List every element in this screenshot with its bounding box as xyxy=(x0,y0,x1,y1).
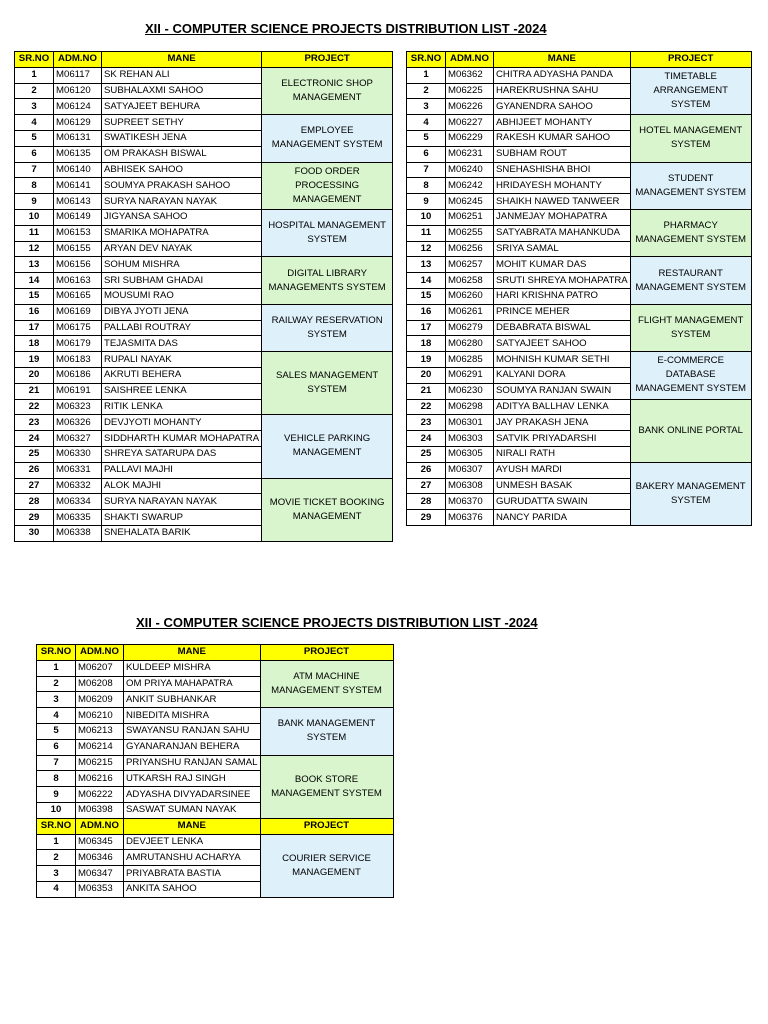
student-name-cell: GYANENDRA SAHOO xyxy=(494,99,631,115)
sr-no-cell: 24 xyxy=(407,431,446,447)
adm-no-cell: M06117 xyxy=(54,67,102,83)
student-name-cell: HAREKRUSHNA SAHU xyxy=(494,83,631,99)
sr-no-cell: 28 xyxy=(15,494,54,510)
adm-no-cell: M06242 xyxy=(446,178,494,194)
project-cell: TIMETABLE ARRANGEMENT SYSTEM xyxy=(630,67,751,114)
section-title: XII - COMPUTER SCIENCE PROJECTS DISTRIBUTION LIST -2024 xyxy=(136,615,538,630)
adm-no-cell: M06245 xyxy=(446,194,494,210)
adm-no-cell: M06305 xyxy=(446,446,494,462)
student-name-cell: DIBYA JYOTI JENA xyxy=(102,304,262,320)
student-name-cell: ANKITA SAHOO xyxy=(124,881,261,897)
sr-no-cell: 28 xyxy=(407,494,446,510)
student-name-cell: DEVJYOTI MOHANTY xyxy=(102,415,262,431)
sr-no-cell: 6 xyxy=(37,739,76,755)
student-name-cell: SIDDHARTH KUMAR MOHAPATRA xyxy=(102,431,262,447)
adm-no-cell: M06149 xyxy=(54,209,102,225)
adm-no-cell: M06226 xyxy=(446,99,494,115)
student-name-cell: ADYASHA DIVYADARSINEE xyxy=(124,787,261,803)
student-name-cell: SATYAJEET BEHURA xyxy=(102,99,262,115)
sr-no-cell: 16 xyxy=(15,304,54,320)
project-cell: SALES MANAGEMENT SYSTEM xyxy=(262,352,393,415)
project-cell: BAKERY MANAGEMENT SYSTEM xyxy=(630,462,751,525)
adm-no-cell: M06216 xyxy=(76,771,124,787)
student-name-cell: KALYANI DORA xyxy=(494,367,631,383)
adm-no-cell: M06140 xyxy=(54,162,102,178)
adm-no-cell: M06301 xyxy=(446,415,494,431)
adm-no-header: ADM.NO xyxy=(54,52,102,68)
sr-no-cell: 13 xyxy=(15,257,54,273)
sr-no-cell: 17 xyxy=(15,320,54,336)
student-name-cell: SATVIK PRIYADARSHI xyxy=(494,431,631,447)
student-name-cell: CHITRA ADYASHA PANDA xyxy=(494,67,631,83)
adm-no-cell: M06303 xyxy=(446,431,494,447)
student-name-cell: JIGYANSA SAHOO xyxy=(102,209,262,225)
sr-no-cell: 17 xyxy=(407,320,446,336)
sr-no-cell: 19 xyxy=(407,352,446,368)
adm-no-cell: M06153 xyxy=(54,225,102,241)
adm-no-header: ADM.NO xyxy=(76,645,124,661)
adm-no-cell: M06307 xyxy=(446,462,494,478)
adm-no-cell: M06280 xyxy=(446,336,494,352)
sr-no-cell: 15 xyxy=(15,288,54,304)
sr-no-cell: 20 xyxy=(15,367,54,383)
student-name-cell: AKRUTI BEHERA xyxy=(102,367,262,383)
table-row xyxy=(37,708,394,724)
table-row xyxy=(407,115,752,131)
adm-no-cell: M06169 xyxy=(54,304,102,320)
sr-no-cell: 6 xyxy=(15,146,54,162)
adm-no-cell: M06229 xyxy=(446,130,494,146)
adm-no-cell: M06191 xyxy=(54,383,102,399)
adm-no-cell: M06326 xyxy=(54,415,102,431)
adm-no-cell: M06260 xyxy=(446,288,494,304)
project-cell: EMPLOYEE MANAGEMENT SYSTEM xyxy=(262,115,393,162)
sr-no-cell: 2 xyxy=(15,83,54,99)
student-name-cell: GYANARANJAN BEHERA xyxy=(124,739,261,755)
adm-no-cell: M06225 xyxy=(446,83,494,99)
student-name-cell: PRIYABRATA BASTIA xyxy=(124,866,261,882)
student-name-cell: SUBHALAXMI SAHOO xyxy=(102,83,262,99)
student-name-cell: SURYA NARAYAN NAYAK xyxy=(102,194,262,210)
student-name-cell: UTKARSH RAJ SINGH xyxy=(124,771,261,787)
sr-no-cell: 5 xyxy=(407,130,446,146)
adm-no-cell: M06207 xyxy=(76,660,124,676)
adm-no-cell: M06257 xyxy=(446,257,494,273)
student-name-cell: ABHISEK SAHOO xyxy=(102,162,262,178)
project-cell: BOOK STORE MANAGEMENT SYSTEM xyxy=(260,755,393,818)
sr-no-cell: 4 xyxy=(407,115,446,131)
student-name-cell: OM PRIYA MAHAPATRA xyxy=(124,676,261,692)
sr-no-cell: 4 xyxy=(37,708,76,724)
student-name-cell: SATYAJEET SAHOO xyxy=(494,336,631,352)
table-row xyxy=(37,755,394,771)
student-name-cell: SK REHAN ALI xyxy=(102,67,262,83)
projects-table-right xyxy=(406,51,752,526)
sr-no-cell: 4 xyxy=(37,881,76,897)
sr-no-cell: 6 xyxy=(407,146,446,162)
sr-no-cell: 10 xyxy=(37,802,76,818)
student-name-cell: DEVJEET LENKA xyxy=(124,834,261,850)
sr-no-cell: 5 xyxy=(37,723,76,739)
student-name-cell: PRIYANSHU RANJAN SAMAL xyxy=(124,755,261,771)
adm-no-cell: M06370 xyxy=(446,494,494,510)
project-cell: BANK MANAGEMENT SYSTEM xyxy=(260,708,393,755)
sr-no-cell: 27 xyxy=(15,478,54,494)
adm-no-cell: M06179 xyxy=(54,336,102,352)
adm-no-cell: M06209 xyxy=(76,692,124,708)
sr-no-cell: 10 xyxy=(407,209,446,225)
header-row xyxy=(15,52,393,68)
table-row xyxy=(15,352,393,368)
sr-no-cell: 27 xyxy=(407,478,446,494)
student-name-cell: GURUDATTA SWAIN xyxy=(494,494,631,510)
adm-no-cell: M06186 xyxy=(54,367,102,383)
table-row xyxy=(407,399,752,415)
table-row xyxy=(407,257,752,273)
adm-no-cell: M06338 xyxy=(54,525,102,541)
sr-no-cell: 8 xyxy=(407,178,446,194)
sr-no-cell: 20 xyxy=(407,367,446,383)
sr-no-header: SR.NO xyxy=(15,52,54,68)
sr-no-cell: 18 xyxy=(15,336,54,352)
student-name-cell: SRIYA SAMAL xyxy=(494,241,631,257)
sr-no-cell: 9 xyxy=(15,194,54,210)
sr-no-cell: 25 xyxy=(15,446,54,462)
adm-no-cell: M06353 xyxy=(76,881,124,897)
adm-no-cell: M06156 xyxy=(54,257,102,273)
sr-no-cell: 29 xyxy=(407,510,446,526)
table-row xyxy=(15,162,393,178)
name-header: MANE xyxy=(124,818,261,834)
adm-no-cell: M06335 xyxy=(54,510,102,526)
student-name-cell: HRIDAYESH MOHANTY xyxy=(494,178,631,194)
project-cell: E-COMMERCE DATABASE MANAGEMENT SYSTEM xyxy=(630,352,751,399)
student-name-cell: HARI KRISHNA PATRO xyxy=(494,288,631,304)
header-row xyxy=(407,52,752,68)
sr-no-cell: 24 xyxy=(15,431,54,447)
student-name-cell: RUPALI NAYAK xyxy=(102,352,262,368)
student-name-cell: ADITYA BALLHAV LENKA xyxy=(494,399,631,415)
adm-no-cell: M06256 xyxy=(446,241,494,257)
table-row xyxy=(15,209,393,225)
sr-no-cell: 9 xyxy=(37,787,76,803)
student-name-cell: SATYABRATA MAHANKUDA xyxy=(494,225,631,241)
adm-no-cell: M06345 xyxy=(76,834,124,850)
project-cell: HOSPITAL MANAGEMENT SYSTEM xyxy=(262,209,393,256)
sr-no-cell: 2 xyxy=(37,850,76,866)
student-name-cell: SURYA NARAYAN NAYAK xyxy=(102,494,262,510)
table-row xyxy=(407,462,752,478)
student-name-cell: PRINCE MEHER xyxy=(494,304,631,320)
project-cell: STUDENT MANAGEMENT SYSTEM xyxy=(630,162,751,209)
sr-no-cell: 16 xyxy=(407,304,446,320)
header-row xyxy=(37,818,394,834)
adm-no-cell: M06285 xyxy=(446,352,494,368)
project-cell: BANK ONLINE PORTAL xyxy=(630,399,751,462)
sr-no-cell: 2 xyxy=(37,676,76,692)
adm-no-cell: M06129 xyxy=(54,115,102,131)
adm-no-cell: M06141 xyxy=(54,178,102,194)
adm-no-cell: M06214 xyxy=(76,739,124,755)
table-row xyxy=(15,304,393,320)
table-row xyxy=(407,304,752,320)
table-row xyxy=(37,834,394,850)
student-name-cell: SASWAT SUMAN NAYAK xyxy=(124,802,261,818)
project-cell: PHARMACY MANAGEMENT SYSTEM xyxy=(630,209,751,256)
adm-no-cell: M06327 xyxy=(54,431,102,447)
adm-no-cell: M06183 xyxy=(54,352,102,368)
student-name-cell: JAY PRAKASH JENA xyxy=(494,415,631,431)
page-title: XII - COMPUTER SCIENCE PROJECTS DISTRIBUTION LIST -2024 xyxy=(145,21,547,36)
name-header: MANE xyxy=(102,52,262,68)
sr-no-cell: 12 xyxy=(15,241,54,257)
sr-no-cell: 19 xyxy=(15,352,54,368)
sr-no-cell: 25 xyxy=(407,446,446,462)
adm-no-cell: M06210 xyxy=(76,708,124,724)
student-name-cell: SWAYANSU RANJAN SAHU xyxy=(124,723,261,739)
student-name-cell: UNMESH BASAK xyxy=(494,478,631,494)
student-name-cell: AMRUTANSHU ACHARYA xyxy=(124,850,261,866)
student-name-cell: SNEHALATA BARIK xyxy=(102,525,262,541)
student-name-cell: ABHIJEET MOHANTY xyxy=(494,115,631,131)
sr-no-cell: 2 xyxy=(407,83,446,99)
adm-no-cell: M06398 xyxy=(76,802,124,818)
sr-no-cell: 8 xyxy=(15,178,54,194)
project-cell: FLIGHT MANAGEMENT SYSTEM xyxy=(630,304,751,351)
table-row xyxy=(15,67,393,83)
adm-no-cell: M06222 xyxy=(76,787,124,803)
sr-no-cell: 21 xyxy=(407,383,446,399)
adm-no-cell: M06240 xyxy=(446,162,494,178)
sr-no-cell: 1 xyxy=(15,67,54,83)
project-cell: VEHICLE PARKING MANAGEMENT xyxy=(262,415,393,478)
sr-no-cell: 7 xyxy=(37,755,76,771)
table-row xyxy=(407,209,752,225)
project-cell: RAILWAY RESERVATION SYSTEM xyxy=(262,304,393,351)
project-cell: DIGITAL LIBRARY MANAGEMENTS SYSTEM xyxy=(262,257,393,304)
adm-no-cell: M06376 xyxy=(446,510,494,526)
adm-no-cell: M06120 xyxy=(54,83,102,99)
student-name-cell: SOUMYA PRAKASH SAHOO xyxy=(102,178,262,194)
sr-no-cell: 21 xyxy=(15,383,54,399)
student-name-cell: RAKESH KUMAR SAHOO xyxy=(494,130,631,146)
student-name-cell: NIRALI RATH xyxy=(494,446,631,462)
adm-no-header: ADM.NO xyxy=(446,52,494,68)
sr-no-header: SR.NO xyxy=(407,52,446,68)
student-name-cell: ARYAN DEV NAYAK xyxy=(102,241,262,257)
project-header: PROJECT xyxy=(262,52,393,68)
student-name-cell: SHREYA SATARUPA DAS xyxy=(102,446,262,462)
student-name-cell: SUPREET SETHY xyxy=(102,115,262,131)
projects-table-bottom xyxy=(36,644,394,898)
student-name-cell: MOUSUMI RAO xyxy=(102,288,262,304)
sr-no-cell: 29 xyxy=(15,510,54,526)
student-name-cell: SRI SUBHAM GHADAI xyxy=(102,273,262,289)
table-row xyxy=(15,478,393,494)
adm-no-cell: M06334 xyxy=(54,494,102,510)
student-name-cell: JANMEJAY MOHAPATRA xyxy=(494,209,631,225)
student-name-cell: MOHIT KUMAR DAS xyxy=(494,257,631,273)
student-name-cell: SWATIKESH JENA xyxy=(102,130,262,146)
student-name-cell: SOHUM MISHRA xyxy=(102,257,262,273)
table-row xyxy=(407,162,752,178)
adm-no-cell: M06331 xyxy=(54,462,102,478)
sr-no-cell: 14 xyxy=(407,273,446,289)
sr-no-cell: 11 xyxy=(15,225,54,241)
header-row xyxy=(37,645,394,661)
sr-no-cell: 18 xyxy=(407,336,446,352)
student-name-cell: SHAIKH NAWED TANWEER xyxy=(494,194,631,210)
student-name-cell: RITIK LENKA xyxy=(102,399,262,415)
sr-no-cell: 30 xyxy=(15,525,54,541)
name-header: MANE xyxy=(494,52,631,68)
student-name-cell: SNEHASHISHA BHOI xyxy=(494,162,631,178)
table-row xyxy=(15,415,393,431)
sr-no-cell: 13 xyxy=(407,257,446,273)
adm-no-cell: M06135 xyxy=(54,146,102,162)
adm-no-cell: M06208 xyxy=(76,676,124,692)
adm-no-cell: M06332 xyxy=(54,478,102,494)
adm-no-cell: M06251 xyxy=(446,209,494,225)
adm-no-cell: M06346 xyxy=(76,850,124,866)
student-name-cell: OM PRAKASH BISWAL xyxy=(102,146,262,162)
student-name-cell: MOHNISH KUMAR SETHI xyxy=(494,352,631,368)
sr-no-cell: 14 xyxy=(15,273,54,289)
student-name-cell: PALLABI ROUTRAY xyxy=(102,320,262,336)
student-name-cell: PALLAVI MAJHI xyxy=(102,462,262,478)
sr-no-cell: 3 xyxy=(37,866,76,882)
sr-no-cell: 9 xyxy=(407,194,446,210)
student-name-cell: NIBEDITA MISHRA xyxy=(124,708,261,724)
adm-no-cell: M06291 xyxy=(446,367,494,383)
student-name-cell: SHAKTI SWARUP xyxy=(102,510,262,526)
student-name-cell: TEJASMITA DAS xyxy=(102,336,262,352)
adm-no-cell: M06175 xyxy=(54,320,102,336)
projects-table-left xyxy=(14,51,393,542)
name-header: MANE xyxy=(124,645,261,661)
adm-no-cell: M06279 xyxy=(446,320,494,336)
project-cell: COURIER SERVICE MANAGEMENT xyxy=(260,834,393,897)
adm-no-cell: M06298 xyxy=(446,399,494,415)
student-name-cell: SUBHAM ROUT xyxy=(494,146,631,162)
sr-no-cell: 22 xyxy=(407,399,446,415)
adm-no-cell: M06362 xyxy=(446,67,494,83)
table-row xyxy=(407,67,752,83)
project-cell: ATM MACHINE MANAGEMENT SYSTEM xyxy=(260,660,393,707)
student-name-cell: SRUTI SHREYA MOHAPATRA xyxy=(494,273,631,289)
adm-no-cell: M06330 xyxy=(54,446,102,462)
sr-no-cell: 15 xyxy=(407,288,446,304)
sr-no-cell: 10 xyxy=(15,209,54,225)
student-name-cell: ANKIT SUBHANKAR xyxy=(124,692,261,708)
adm-no-cell: M06163 xyxy=(54,273,102,289)
adm-no-cell: M06255 xyxy=(446,225,494,241)
adm-no-cell: M06124 xyxy=(54,99,102,115)
adm-no-cell: M06227 xyxy=(446,115,494,131)
sr-no-cell: 8 xyxy=(37,771,76,787)
sr-no-cell: 5 xyxy=(15,130,54,146)
adm-no-cell: M06230 xyxy=(446,383,494,399)
sr-no-cell: 7 xyxy=(407,162,446,178)
sr-no-cell: 3 xyxy=(407,99,446,115)
adm-no-header: ADM.NO xyxy=(76,818,124,834)
sr-no-cell: 11 xyxy=(407,225,446,241)
adm-no-cell: M06131 xyxy=(54,130,102,146)
sr-no-cell: 3 xyxy=(15,99,54,115)
project-cell: RESTAURANT MANAGEMENT SYSTEM xyxy=(630,257,751,304)
adm-no-cell: M06308 xyxy=(446,478,494,494)
student-name-cell: AYUSH MARDI xyxy=(494,462,631,478)
table-row xyxy=(407,352,752,368)
adm-no-cell: M06215 xyxy=(76,755,124,771)
sr-no-cell: 1 xyxy=(37,660,76,676)
sr-no-cell: 22 xyxy=(15,399,54,415)
project-header: PROJECT xyxy=(260,645,393,661)
student-name-cell: ALOK MAJHI xyxy=(102,478,262,494)
project-cell: HOTEL MANAGEMENT SYSTEM xyxy=(630,115,751,162)
adm-no-cell: M06143 xyxy=(54,194,102,210)
project-header: PROJECT xyxy=(260,818,393,834)
sr-no-cell: 7 xyxy=(15,162,54,178)
student-name-cell: DEBABRATA BISWAL xyxy=(494,320,631,336)
project-cell: MOVIE TICKET BOOKING MANAGEMENT xyxy=(262,478,393,541)
sr-no-header: SR.NO xyxy=(37,645,76,661)
sr-no-header: SR.NO xyxy=(37,818,76,834)
project-cell: ELECTRONIC SHOP MANAGEMENT xyxy=(262,67,393,114)
sr-no-cell: 23 xyxy=(15,415,54,431)
student-name-cell: NANCY PARIDA xyxy=(494,510,631,526)
adm-no-cell: M06261 xyxy=(446,304,494,320)
sr-no-cell: 1 xyxy=(37,834,76,850)
adm-no-cell: M06231 xyxy=(446,146,494,162)
sr-no-cell: 3 xyxy=(37,692,76,708)
sr-no-cell: 1 xyxy=(407,67,446,83)
project-header: PROJECT xyxy=(630,52,751,68)
adm-no-cell: M06258 xyxy=(446,273,494,289)
sr-no-cell: 26 xyxy=(15,462,54,478)
table-row xyxy=(15,115,393,131)
student-name-cell: KULDEEP MISHRA xyxy=(124,660,261,676)
adm-no-cell: M06165 xyxy=(54,288,102,304)
sr-no-cell: 12 xyxy=(407,241,446,257)
project-cell: FOOD ORDER PROCESSING MANAGEMENT xyxy=(262,162,393,209)
adm-no-cell: M06323 xyxy=(54,399,102,415)
table-row xyxy=(37,660,394,676)
adm-no-cell: M06347 xyxy=(76,866,124,882)
student-name-cell: SAISHREE LENKA xyxy=(102,383,262,399)
sr-no-cell: 26 xyxy=(407,462,446,478)
student-name-cell: SOUMYA RANJAN SWAIN xyxy=(494,383,631,399)
adm-no-cell: M06155 xyxy=(54,241,102,257)
table-row xyxy=(15,257,393,273)
adm-no-cell: M06213 xyxy=(76,723,124,739)
sr-no-cell: 4 xyxy=(15,115,54,131)
student-name-cell: SMARIKA MOHAPATRA xyxy=(102,225,262,241)
sr-no-cell: 23 xyxy=(407,415,446,431)
